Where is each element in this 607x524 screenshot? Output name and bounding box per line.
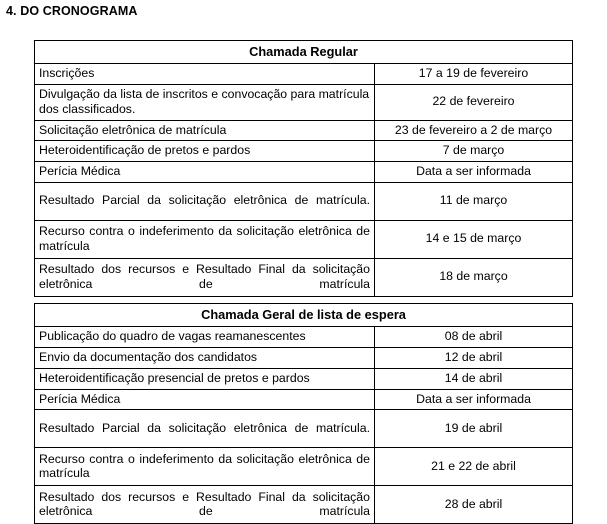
schedule-table-chamada-geral [34, 303, 573, 524]
table-header-row [35, 41, 573, 64]
table-row [35, 258, 573, 296]
event-date: 12 de abril [375, 348, 573, 369]
event-label: Resultado Parcial da solicitação eletrônica de matrícula. [35, 410, 375, 448]
table-row [35, 120, 573, 141]
schedule-table-chamada-regular [34, 40, 573, 297]
event-date: 19 de abril [375, 410, 573, 448]
event-label: Divulgação da lista de inscritos e convocação para matrícula dos classificados. [35, 85, 375, 121]
event-date: Data a ser informada [375, 162, 573, 183]
event-label: Resultado Parcial da solicitação eletrônica de matrícula. [35, 182, 375, 220]
table-title-chamada-regular: Chamada Regular [35, 41, 573, 64]
table-row [35, 85, 573, 121]
event-date: 14 e 15 de março [375, 220, 573, 258]
table-row [35, 327, 573, 348]
table-row [35, 389, 573, 410]
event-label: Inscrições [35, 64, 375, 85]
table-row [35, 448, 573, 486]
event-label: Perícia Médica [35, 389, 375, 410]
table-title-chamada-geral: Chamada Geral de lista de espera [35, 304, 573, 327]
event-date: 23 de fevereiro a 2 de março [375, 120, 573, 141]
event-date: 14 de abril [375, 368, 573, 389]
table-header-row [35, 304, 573, 327]
table-row [35, 162, 573, 183]
event-label: Recurso contra o indeferimento da solicitação eletrônica de matrícula [35, 448, 375, 486]
event-date: 08 de abril [375, 327, 573, 348]
table-row [35, 486, 573, 524]
table-row [35, 368, 573, 389]
event-date: 28 de abril [375, 486, 573, 524]
event-label: Resultado dos recursos e Resultado Final da solicitação eletrônica de matrícula [35, 486, 375, 524]
event-label: Resultado dos recursos e Resultado Final da solicitação eletrônica de matrícula [35, 258, 375, 296]
event-label: Envio da documentação dos candidatos [35, 348, 375, 369]
table-body-chamada-regular [35, 64, 573, 297]
event-date: 7 de março [375, 141, 573, 162]
event-date: 21 e 22 de abril [375, 448, 573, 486]
table-body-chamada-geral [35, 327, 573, 524]
table-row [35, 410, 573, 448]
event-label: Recurso contra o indeferimento da solicitação eletrônica de matrícula [35, 220, 375, 258]
event-date: 11 de março [375, 182, 573, 220]
event-label: Solicitação eletrônica de matrícula [35, 120, 375, 141]
event-label: Publicação do quadro de vagas reamanescentes [35, 327, 375, 348]
table-row [35, 64, 573, 85]
event-label: Heteroidentificação de pretos e pardos [35, 141, 375, 162]
event-label: Perícia Médica [35, 162, 375, 183]
event-label: Heteroidentificação presencial de pretos e pardos [35, 368, 375, 389]
table-row [35, 348, 573, 369]
event-date: 18 de março [375, 258, 573, 296]
table-row [35, 141, 573, 162]
page-title: 4. DO CRONOGRAMA [6, 4, 138, 18]
event-date: 17 a 19 de fevereiro [375, 64, 573, 85]
event-date: 22 de fevereiro [375, 85, 573, 121]
table-row [35, 220, 573, 258]
event-date: Data a ser informada [375, 389, 573, 410]
table-row [35, 182, 573, 220]
